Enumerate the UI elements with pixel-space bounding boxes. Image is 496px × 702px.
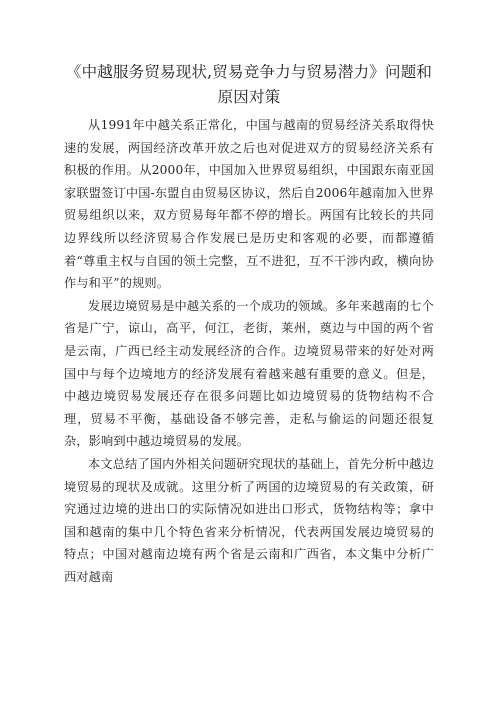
paragraph-2: 发展边境贸易是中越关系的一个成功的领域。多年来越南的七个省是广宁，谅山，高平，何江，老街，莱州，奠边与中国的两个省是云南，广西已经主动发展经济的合作。边境贸易带来的好处对两国中与每个边境地方的经济发展有着越来越有重要的意义。但是，中越边境贸易发展还存在很多问题比如边境贸易的货物结构不合理，贸易不平衡，基础设备不够完善，走私与偷运的问题还很复杂，影响到中越边境贸易的发展。 — [64, 298, 434, 449]
document-title — [64, 60, 434, 110]
document-page — [64, 60, 434, 588]
paragraph-1: 从1991年中越关系正常化，中国与越南的贸易经济关系取得快速的发展，两国经济改革开放之后也对促进双方的贸易经济关系有积极的作用。从2000年，中国加入世界贸易组织，中国跟东南亚国家联盟签订中国-东盟自由贸易区协议，然后自2006年越南加入世界贸易组织以来，双方贸易每年都不停的增长。两国有比较长的共同边界线所以经济贸易合作发展已是历史和客观的必要，而都遵循着“尊重主权与自国的领土完整，互不进犯，互不干涉内政，横向协作与和平”的规则。 — [64, 118, 434, 291]
title-line-1: 《中越服务贸易现状,贸易竞争力与贸易潜力》问题和 — [65, 63, 433, 81]
paragraph-3: 本文总结了国内外相关问题研究现状的基础上，首先分析中越边境贸易的现状及成就。这里分析了两国的边境贸易的有关政策，研究通过边境的进出口的实际情况如进出口形式，货物结构等；拿中国和越南的集中几个特色省来分析情况，代表两国发展边境贸易的特点；中国对越南边境有两个省是云南和广西省，本文集中分析广西对越南 — [64, 456, 434, 584]
title-line-2: 原因对策 — [217, 88, 281, 106]
